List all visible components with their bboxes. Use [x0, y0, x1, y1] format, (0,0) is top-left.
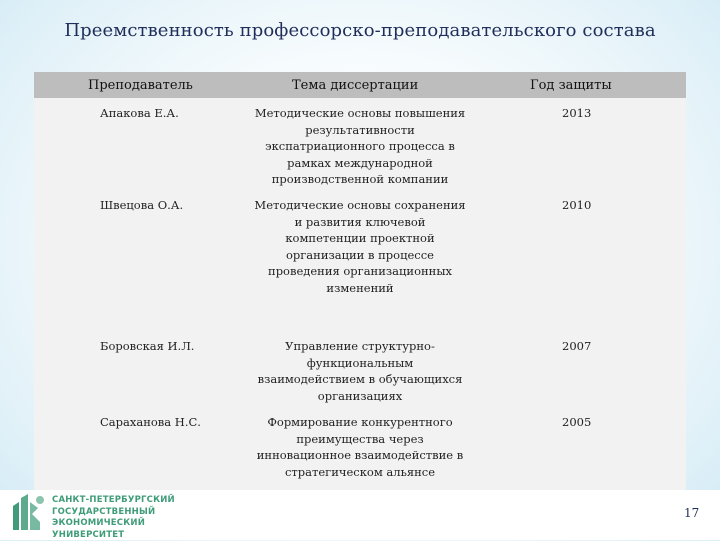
table-header	[34, 72, 686, 98]
slide-title: Преемственность профессорско-преподавательского состава	[64, 20, 656, 41]
university-emblem-icon	[10, 492, 46, 532]
logo-line: ЭКОНОМИЧЕСКИЙ УНИВЕРСИТЕТ	[52, 518, 146, 540]
topic-cell: Управление структурно-функциональным взаимодействием в обучающихся организациях	[257, 339, 463, 403]
year-cell: 2005	[562, 415, 592, 429]
logo-line: САНКТ-ПЕТЕРБУРГСКИЙ	[52, 495, 175, 505]
year-cell: 2010	[562, 198, 592, 212]
teacher-cell: Швецова О.А.	[100, 198, 184, 212]
logo-line: ГОСУДАРСТВЕННЫЙ	[52, 506, 156, 517]
logo-text	[52, 495, 210, 541]
header-topic: Тема диссертации	[292, 78, 419, 93]
topic-cell: Формирование конкурентного преимущества через инновационное взаимодействие в стратегическом альянсе	[256, 415, 464, 479]
succession-table	[34, 72, 686, 514]
page-number: 17	[684, 506, 700, 520]
header-teacher: Преподаватель	[88, 78, 193, 93]
teacher-cell: Боровская И.Л.	[100, 339, 195, 353]
topic-cell: Методические основы сохранения и развития ключевой компетенции проектной организации в процессе проведения организационных изменений	[254, 198, 466, 295]
topic-cell: Методические основы повышения результативности экспатриационного процесса в рамках международной производственной компании	[254, 106, 466, 186]
header-year: Год защиты	[530, 78, 612, 93]
teacher-cell: Сараханова Н.С.	[100, 415, 201, 429]
year-cell: 2007	[562, 339, 592, 353]
teacher-cell: Апакова Е.А.	[100, 106, 179, 120]
year-cell: 2013	[562, 106, 592, 120]
university-logo	[10, 492, 210, 540]
